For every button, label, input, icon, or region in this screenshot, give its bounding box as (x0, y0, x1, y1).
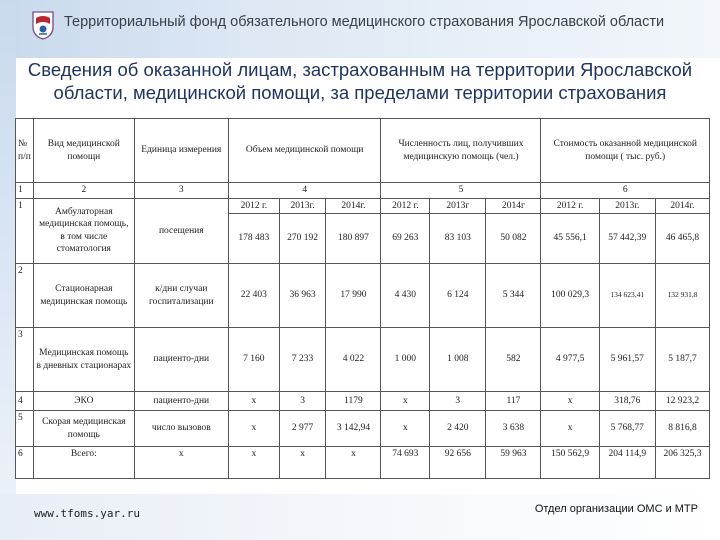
row-unit: пациенто-дни (134, 328, 228, 392)
table-row (16, 447, 710, 479)
row-care-type: Скорая медицинская помощь (34, 411, 135, 447)
cell-value: 46 465,8 (655, 214, 709, 264)
row-unit: число вызовов (134, 411, 228, 447)
medical-care-table (15, 118, 710, 479)
cell-value: х (381, 411, 430, 447)
header-persons: Численность лиц, получивших медицинскую помощь (чел.) (381, 119, 541, 183)
colnum-6: 6 (541, 183, 710, 199)
row-num: 2 (16, 264, 34, 328)
cell-value: 57 442,39 (599, 214, 655, 264)
cell-value: 6 124 (430, 264, 486, 328)
header-care-type: Вид медицинской помощи (34, 119, 135, 183)
row-care-type: Амбулаторная медицинская помощь, в том числе стоматология (34, 198, 135, 264)
header-unit: Единица измерения (134, 119, 228, 183)
cell-value: 4 430 (381, 264, 430, 328)
cell-value: 5 344 (486, 264, 541, 328)
cell-value: 206 325,3 (655, 447, 709, 479)
table-row (16, 198, 710, 214)
year-label: 2012 г. (228, 198, 279, 214)
cell-value: 92 656 (430, 447, 486, 479)
cell-value: 180 897 (326, 214, 381, 264)
cell-value: х (279, 447, 326, 479)
cell-value: 7 233 (279, 328, 326, 392)
cell-value: 59 963 (486, 447, 541, 479)
cell-value: 117 (486, 392, 541, 411)
cell-value: 17 990 (326, 264, 381, 328)
cell-value: 5 961,57 (599, 328, 655, 392)
cell-value: 3 142,94 (326, 411, 381, 447)
cell-value: 100 029,3 (541, 264, 599, 328)
department-name: Отдел организации ОМС и МТР (534, 503, 698, 515)
cell-value: 2 977 (279, 411, 326, 447)
cell-value: 36 963 (279, 264, 326, 328)
cell-value: х (228, 411, 279, 447)
colnum-2: 2 (34, 183, 135, 199)
header-volume: Объем медицинской помощи (228, 119, 381, 183)
page-title-line2: области, медицинской помощи, за пределами территории страхования (53, 82, 667, 103)
page-title-line1: Сведения об оказанной лицам, застрахованным на территории Ярославской (27, 59, 693, 80)
colnum-3: 3 (134, 183, 228, 199)
cell-value: х (326, 447, 381, 479)
organization-name: Территориальный фонд обязательного медицинского страхования Ярославской области (64, 14, 665, 30)
cell-value: 4 022 (326, 328, 381, 392)
cell-value: х (228, 447, 279, 479)
cell-value: 7 160 (228, 328, 279, 392)
row-care-type: Стационарная медицинская помощь (34, 264, 135, 328)
cell-value: 204 114,9 (599, 447, 655, 479)
cell-value: 69 263 (381, 214, 430, 264)
header-cost: Стоимость оказанной медицинской помощи ( тыс. руб.) (541, 119, 710, 183)
cell-value: 178 483 (228, 214, 279, 264)
colnum-1: 1 (16, 183, 34, 199)
year-label: 2013г. (279, 198, 326, 214)
year-label: 2014г (486, 198, 541, 214)
cell-value: 1 008 (430, 328, 486, 392)
row-num: 6 (16, 447, 34, 479)
cell-value: 5 768,77 (599, 411, 655, 447)
cell-value: 318,76 (599, 392, 655, 411)
row-num: 1 (16, 198, 34, 264)
table-header-row (16, 119, 710, 183)
cell-value: х (541, 392, 599, 411)
cell-value: 150 562,9 (541, 447, 599, 479)
cell-value: 22 403 (228, 264, 279, 328)
cell-value: 12 923,2 (655, 392, 709, 411)
cell-value: 132 931,8 (655, 264, 709, 328)
page-title (20, 58, 700, 104)
row-unit: к/дни случаи госпитализации (134, 264, 228, 328)
cell-value: 83 103 (430, 214, 486, 264)
cell-value: 50 082 (486, 214, 541, 264)
cell-value: 45 556,1 (541, 214, 599, 264)
row-unit: посещения (134, 198, 228, 264)
cell-value: 8 816,8 (655, 411, 709, 447)
row-unit: пациенто-дни (134, 392, 228, 411)
year-label: 2014г. (655, 198, 709, 214)
cell-value: 74 693 (381, 447, 430, 479)
colnum-4: 4 (228, 183, 381, 199)
cell-value: х (381, 392, 430, 411)
table-row (16, 328, 710, 392)
cell-value: 3 (430, 392, 486, 411)
row-care-type: Медицинская помощь в дневных стационарах (34, 328, 135, 392)
table-row (16, 392, 710, 411)
left-decor-band (0, 0, 16, 540)
website-link[interactable]: www.tfoms.yar.ru (34, 507, 140, 520)
row-care-type: ЭКО (34, 392, 135, 411)
year-label: 2012 г. (381, 198, 430, 214)
cell-value: 270 192 (279, 214, 326, 264)
cell-value: 134 623,41 (599, 264, 655, 328)
table-row (16, 411, 710, 447)
row-num: 5 (16, 411, 34, 447)
cell-value: х (228, 392, 279, 411)
row-unit: х (134, 447, 228, 479)
colnum-5: 5 (381, 183, 541, 199)
cell-value: 1179 (326, 392, 381, 411)
year-label: 2014г. (326, 198, 381, 214)
year-label: 2013г. (599, 198, 655, 214)
header-num: № п/п (16, 119, 34, 183)
cell-value: 4 977,5 (541, 328, 599, 392)
column-number-row (16, 183, 710, 199)
row-num: 3 (16, 328, 34, 392)
cell-value: х (541, 411, 599, 447)
cell-value: 2 420 (430, 411, 486, 447)
row-care-type: Всего: (34, 447, 135, 479)
year-label: 2013г (430, 198, 486, 214)
year-label: 2012 г. (541, 198, 599, 214)
row-num: 4 (16, 392, 34, 411)
cell-value: 1 000 (381, 328, 430, 392)
cell-value: 3 (279, 392, 326, 411)
cell-value: 582 (486, 328, 541, 392)
table-row (16, 264, 710, 328)
cell-value: 5 187,7 (655, 328, 709, 392)
cell-value: 3 638 (486, 411, 541, 447)
emblem-icon (30, 10, 56, 40)
